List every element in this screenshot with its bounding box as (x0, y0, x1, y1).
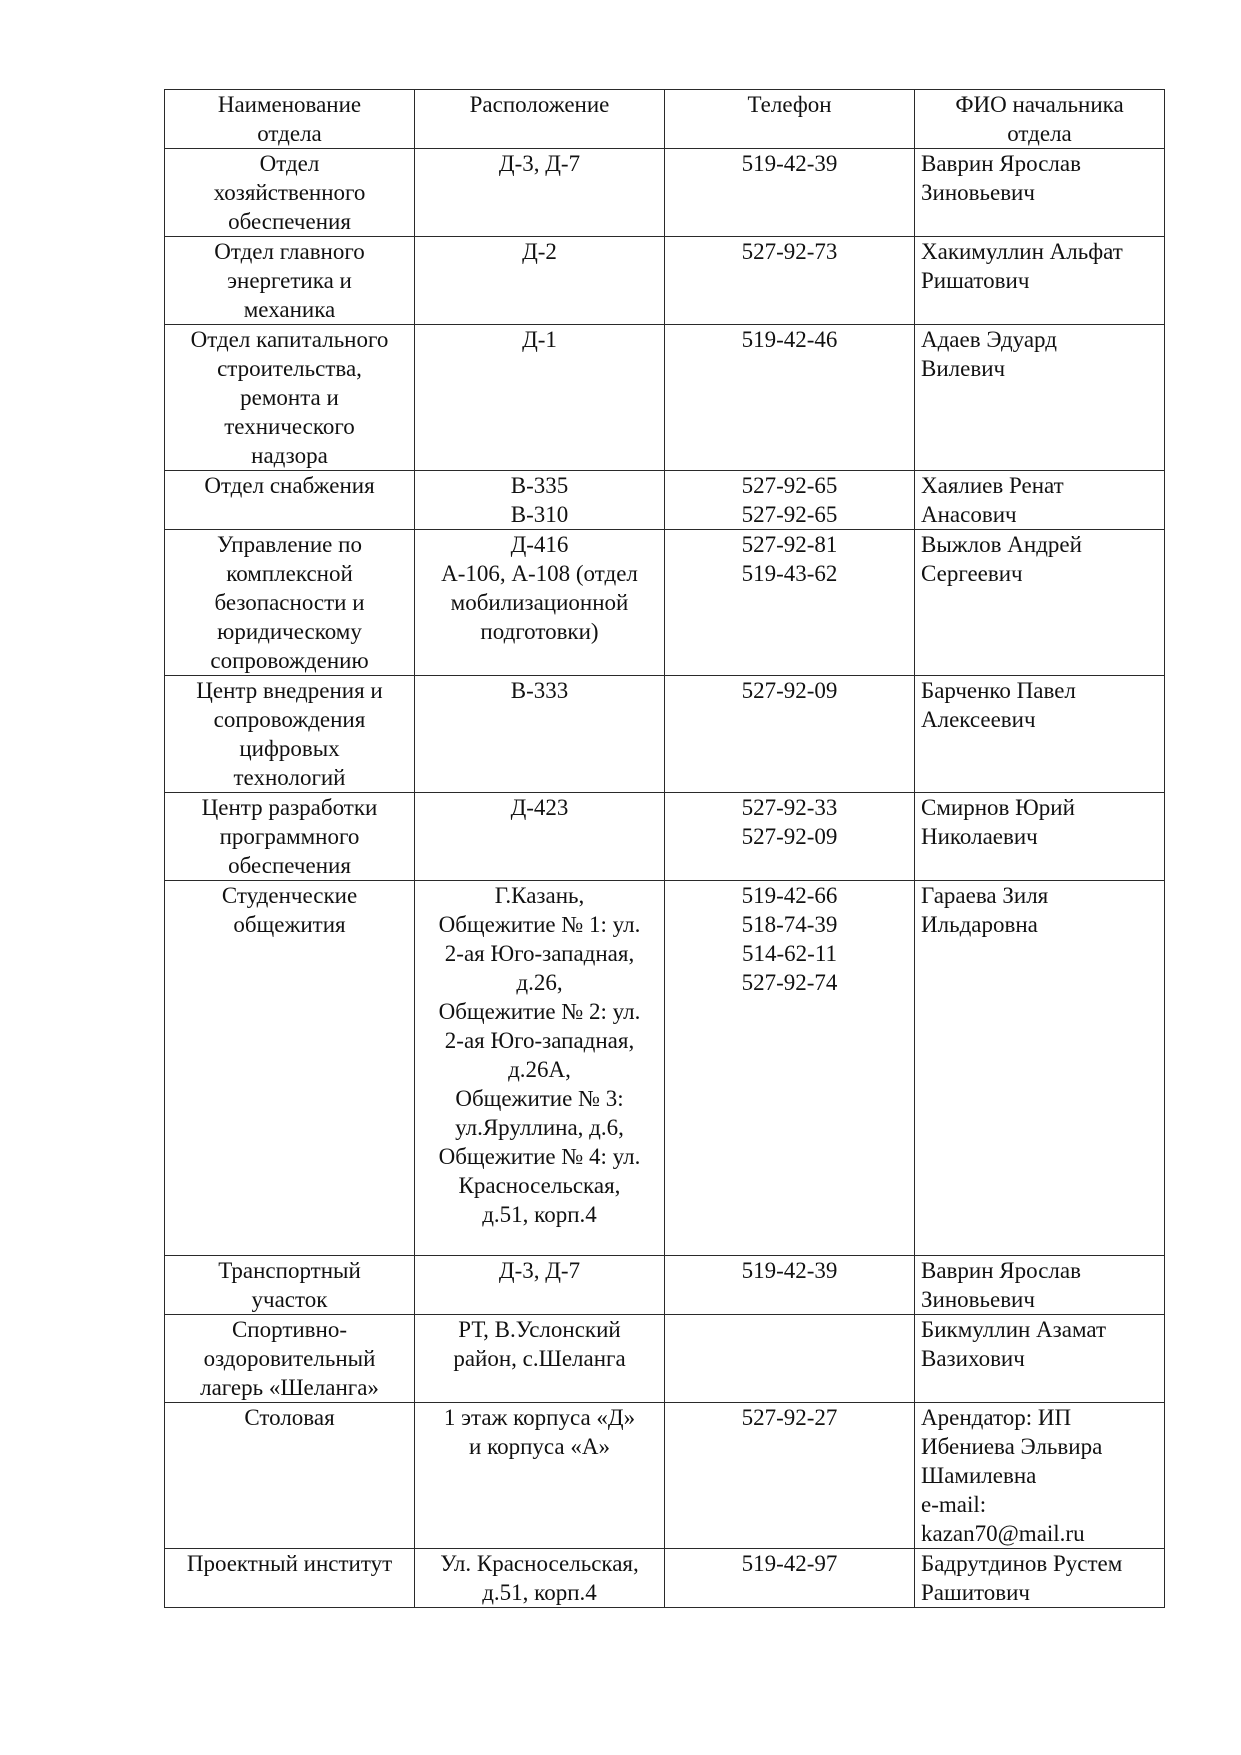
table-row (165, 325, 1165, 471)
head-name-cell: Барченко Павел Алексеевич (915, 676, 1165, 793)
table-row (165, 881, 1165, 1256)
location-cell: РТ, В.Услонский район, с.Шеланга (415, 1315, 665, 1403)
department-name-cell: Отдел капитального строительства, ремонта и технического надзора (165, 325, 415, 471)
phone-cell: 519-42-46 (665, 325, 915, 471)
phone-cell: 519-42-97 (665, 1549, 915, 1608)
department-name-cell: Студенческие общежития (165, 881, 415, 1256)
header-department-name: Наименование отдела (165, 90, 415, 149)
phone-cell: 519-42-39 (665, 149, 915, 237)
head-name-cell: Хакимуллин Альфат Ришатович (915, 237, 1165, 325)
location-cell: Г.Казань, Общежитие № 1: ул. 2-ая Юго-западная, д.26, Общежитие № 2: ул. 2-ая Юго-западная, д.26А, Общежитие № 3: ул.Яруллина, д.6, Общежитие № 4: ул. Красносельская, д.51, корп.4 (415, 881, 665, 1256)
location-cell: 1 этаж корпуса «Д» и корпуса «А» (415, 1403, 665, 1549)
phone-cell (665, 1315, 915, 1403)
table-row (165, 1549, 1165, 1608)
department-name-cell: Центр внедрения и сопровождения цифровых технологий (165, 676, 415, 793)
head-name-cell: Хаялиев Ренат Анасович (915, 471, 1165, 530)
location-cell: Ул. Красносельская, д.51, корп.4 (415, 1549, 665, 1608)
location-cell: В-333 (415, 676, 665, 793)
header-location: Расположение (415, 90, 665, 149)
header-head-name: ФИО начальника отдела (915, 90, 1165, 149)
head-name-cell: Гараева Зиля Ильдаровна (915, 881, 1165, 1256)
department-name-cell: Управление по комплексной безопасности и юридическому сопровождению (165, 530, 415, 676)
table-row (165, 237, 1165, 325)
location-cell: Д-416 А-106, А-108 (отдел мобилизационной подготовки) (415, 530, 665, 676)
table-row (165, 1315, 1165, 1403)
phone-cell: 527-92-27 (665, 1403, 915, 1549)
table-row (165, 471, 1165, 530)
phone-cell: 527-92-73 (665, 237, 915, 325)
head-name-cell: Выжлов Андрей Сергеевич (915, 530, 1165, 676)
head-name-cell: Ваврин Ярослав Зиновьевич (915, 1256, 1165, 1315)
phone-cell: 527-92-33 527-92-09 (665, 793, 915, 881)
table-row (165, 530, 1165, 676)
head-name-cell: Ваврин Ярослав Зиновьевич (915, 149, 1165, 237)
table-row (165, 149, 1165, 237)
location-cell: Д-3, Д-7 (415, 1256, 665, 1315)
departments-table (164, 89, 1165, 1608)
table-row (165, 676, 1165, 793)
department-name-cell: Отдел снабжения (165, 471, 415, 530)
location-cell: Д-3, Д-7 (415, 149, 665, 237)
phone-cell: 527-92-81 519-43-62 (665, 530, 915, 676)
location-cell: Д-1 (415, 325, 665, 471)
head-name-cell: Адаев Эдуард Вилевич (915, 325, 1165, 471)
location-cell: Д-423 (415, 793, 665, 881)
header-phone: Телефон (665, 90, 915, 149)
phone-cell: 527-92-65 527-92-65 (665, 471, 915, 530)
head-name-cell: Бикмуллин Азамат Вазихович (915, 1315, 1165, 1403)
table-row (165, 793, 1165, 881)
location-cell: В-335 В-310 (415, 471, 665, 530)
head-name-cell: Бадрутдинов Рустем Рашитович (915, 1549, 1165, 1608)
phone-cell: 519-42-66 518-74-39 514-62-11 527-92-74 (665, 881, 915, 1256)
table-header-row (165, 90, 1165, 149)
phone-cell: 519-42-39 (665, 1256, 915, 1315)
phone-cell: 527-92-09 (665, 676, 915, 793)
department-name-cell: Столовая (165, 1403, 415, 1549)
department-name-cell: Отдел хозяйственного обеспечения (165, 149, 415, 237)
head-name-cell: Арендатор: ИП Ибениева Эльвира Шамилевна e-mail: kazan70@mail.ru (915, 1403, 1165, 1549)
location-cell: Д-2 (415, 237, 665, 325)
department-name-cell: Транспортный участок (165, 1256, 415, 1315)
department-name-cell: Проектный институт (165, 1549, 415, 1608)
department-name-cell: Отдел главного энергетика и механика (165, 237, 415, 325)
department-name-cell: Центр разработки программного обеспечения (165, 793, 415, 881)
head-name-cell: Смирнов Юрий Николаевич (915, 793, 1165, 881)
table-row (165, 1256, 1165, 1315)
table-row (165, 1403, 1165, 1549)
department-name-cell: Спортивно- оздоровительный лагерь «Шеланга» (165, 1315, 415, 1403)
